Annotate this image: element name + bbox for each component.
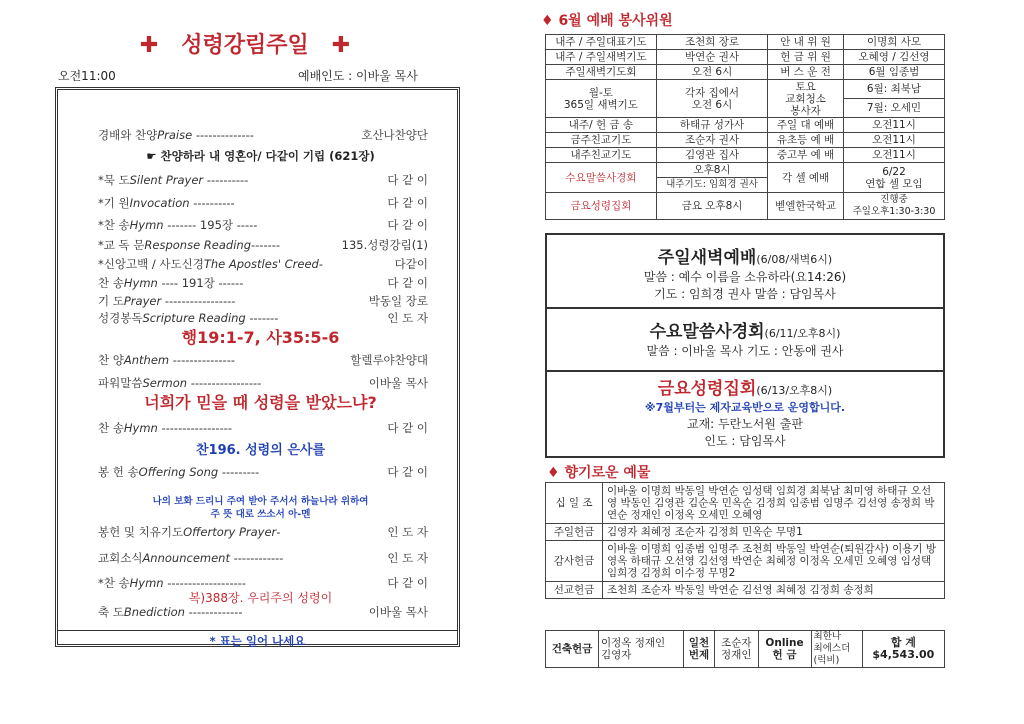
scripture-reference: 행19:1-7, 사35:5-6	[181, 328, 340, 347]
order-row: 찬 송Hymn ---- 191장 ------ 다 같 이	[98, 276, 428, 290]
table-row: 십 일 조 이바울 이명희 박동일 박연순 임성택 임희경 최북남 최미영 하태규 오선영 박동인 김영관 김순옥 민옥순 김정희 임종범 임명주 김선영 송정희 박연순 정재인 이정옥 오세민 오혜영	[546, 483, 945, 524]
wednesday-service: 수요말씀사경회(6/11/오후8시) 말씀 : 이바울 목사 기도 : 안동애 권사	[646, 322, 844, 358]
table-row: 주일새벽기도회 오전 6시 버 스 운 전 6월 임종범	[546, 65, 945, 80]
order-row: 성경봉독Scripture Reading ------- 인 도 자	[98, 311, 428, 325]
total-label: 합 계	[890, 636, 916, 649]
weekly-services-box	[545, 233, 945, 458]
order-row: 교회소식Announcement ------------ 인 도 자	[98, 551, 428, 565]
service-title: 성령강림주일	[181, 33, 309, 58]
table-row: 7월: 오세민	[546, 99, 945, 118]
order-row: 파워말씀Sermon ----------------- 이바울 목사	[98, 376, 428, 390]
table-row: 선교헌금 조천희 조순자 박동일 박연순 김선영 최혜정 김정희 송정희	[546, 582, 945, 599]
dawn-service: 주일새벽예배(6/08/새벽6시) 말씀 : 예수 이름을 소유하라(요14:26) 기도 : 임희경 권사 말씀 : 담임목사	[643, 248, 847, 301]
sermon-title: 너희가 믿을 때 성령을 받았느냐?	[144, 393, 377, 412]
anthem-song: 찬196. 성령의 은사를	[195, 443, 326, 458]
divider	[547, 370, 943, 372]
table-row: 내주기도: 임희경 권사	[546, 178, 945, 193]
order-row: *찬 송Hymn ------- 195장 ----- 다 같 이	[98, 218, 428, 232]
friday-service: 금요성령집회(6/13/오후8시) ※7월부터는 제자교육반으로 운영합니다. 교재: 두란노서원 출판 인도 : 담임목사	[644, 379, 846, 448]
offering-lyric: 나의 보화 드리니 주여 받아 주서서 하늘나라 위하여	[152, 496, 369, 507]
table-row: 주일헌금 김영자 최혜정 조순자 김정희 민옥순 무명1	[546, 524, 945, 541]
table-row: 건축헌금 이정옥 정재인 김영자 일천 번제 조순자 정재인 Online 헌 금 최한나 최에스더 (럭비) 합 계 $4,543.00	[546, 631, 945, 668]
table-row: 내주/ 헌 금 송 하태규 성가사 주일 대 예배 오전11시	[546, 118, 945, 133]
building-fund-table	[545, 630, 945, 668]
order-row: *찬 송Hymn ------------------- 다 같 이	[98, 576, 428, 590]
table-row: 내주 / 주일새벽기도 박연순 권사 헌 금 위 원 오혜영 / 김선영	[546, 50, 945, 65]
table-row: 내주 / 주일대표기도 조천희 장로 안 내 위 원 이명희 사모	[546, 35, 945, 50]
closing-hymn: 복)388장. 우리주의 성령이	[188, 591, 333, 605]
order-row: 찬 양Anthem --------------- 할렐루야찬양대	[98, 353, 428, 367]
bullet-icon: ♦	[547, 465, 560, 481]
cross-icon: ✚	[331, 33, 351, 58]
table-row: 금주친교기도 조순자 권사 유초등 예 배 오전11시	[546, 133, 945, 148]
order-row: *신앙고백 / 사도신경The Apostles' Creed- 다같이	[98, 257, 428, 271]
standing-footnote: * 표는 일어 나세요	[57, 630, 458, 649]
order-of-worship	[55, 87, 460, 647]
offering-section-title: ♦ 향기로운 예물	[547, 465, 651, 481]
order-row: 기 도Prayer ----------------- 박동일 장로	[98, 294, 428, 308]
staff-section-title: ♦ 6월 예배 봉사위원	[541, 13, 673, 29]
offering-lyric: 주 뜻 대로 쓰소서 아-멘	[210, 509, 311, 520]
staff-table	[545, 34, 945, 220]
order-row: 봉 헌 송Offering Song --------- 다 같 이	[98, 465, 428, 479]
table-row: 수요말씀사경회 오후8시 각 셀 예배 6/22 연합 셀 모임	[546, 163, 945, 178]
order-row: 경배와 찬양Praise -------------- 호산나찬양단	[98, 128, 428, 142]
bullet-icon: ♦	[541, 13, 554, 29]
service-leader: 예배인도 : 이바울 목사	[298, 69, 418, 83]
order-row: *교 독 문Response Reading------- 135.성령강림(1)	[98, 238, 428, 252]
order-row: 봉헌 및 치유기도Offertory Prayer- 인 도 자	[98, 525, 428, 539]
offering-table	[545, 482, 945, 599]
total-amount: $4,543.00	[872, 648, 935, 661]
table-row: 내주친교기도 김영관 집사 중고부 예 배 오전11시	[546, 148, 945, 163]
table-row: 감사헌금 이바울 이명희 임종범 임명주 조천희 박동일 박연순(퇴원감사) 이용기 방영옥 하태규 오선영 김선영 박연순 최혜정 이정옥 오세민 오혜영 임성택 임희경 김정희 이수정 무명2	[546, 541, 945, 582]
order-row: *기 원Invocation ---------- 다 같 이	[98, 196, 428, 210]
cross-icon: ✚	[139, 33, 159, 58]
service-time: 오전11:00	[58, 69, 116, 83]
table-row: 금요성령집회 금요 오후8시 벧엘한국학교 진행중 주일오후1:30-3:30	[546, 193, 945, 220]
hymn-instruction: ☛ 찬양하라 내 영혼아/ 다같이 기립 (621장)	[146, 149, 375, 163]
order-row: 찬 송Hymn ----------------- 다 같 이	[98, 421, 428, 435]
table-row: 월-토 365일 새벽기도 각자 집에서 오전 6시 토요 교회청소 봉사자 6월: 최북남	[546, 80, 945, 99]
divider	[547, 307, 943, 309]
order-row: 축 도Bnediction ------------- 이바울 목사	[98, 605, 428, 619]
order-row: *묵 도Silent Prayer ---------- 다 같 이	[98, 173, 428, 187]
page-title	[130, 28, 360, 59]
